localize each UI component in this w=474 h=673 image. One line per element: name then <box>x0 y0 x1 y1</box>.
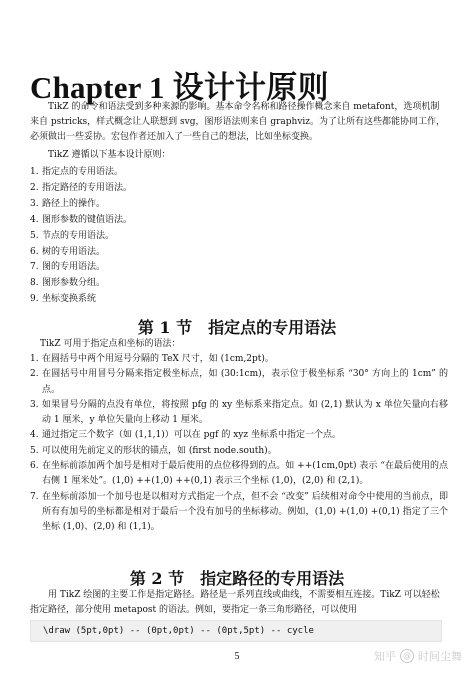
list-item-number: 9. <box>30 294 39 305</box>
list-item-text: 通过指定三个数字（如 (1,1,1)）可以在 pgf 的 xyz 坐标系中指定一个点。 <box>42 430 341 441</box>
list-item-text: 路径上的操作。 <box>42 198 106 209</box>
list-item <box>30 398 448 429</box>
list-item <box>30 444 448 459</box>
list-item-number: 4. <box>30 430 39 441</box>
list-item <box>30 213 448 229</box>
list-item <box>30 367 448 398</box>
list-item <box>30 197 448 213</box>
watermark-prefix: 知乎 <box>374 650 396 663</box>
at-icon: @ <box>400 649 414 663</box>
list-item-number: 6. <box>30 461 39 472</box>
section-2-heading: 第 2 节 指定路径的专用语法 <box>129 569 345 588</box>
list-item-text: 如果冒号分隔的点没有单位，将按照 pfg 的 xy 坐标系来指定点。如 (2,1) 默认为 x 单位矢量向右移动 1 厘米，y 单位矢量向上移动 1 厘米。 <box>42 399 448 426</box>
list-item <box>30 181 448 197</box>
list-item-text: 在坐标前添加两个加号是相对于最后使用的点位移得到的点。如 ++(1cm,0pt) 表示 “在最后使用的点右侧 1 厘米处”。(1,0) ++(1,0) ++(0,1) 表示三个坐标 (1,0)，(2,0) 和 (2,1)。 <box>42 461 448 487</box>
list-item-text: 图形参数的键值语法。 <box>42 214 133 225</box>
list-item-number: 8. <box>30 278 39 289</box>
list-item-number: 2. <box>30 369 39 380</box>
section-1-intro: TikZ 可用于指定点和坐标的语法： <box>40 339 181 349</box>
list-item <box>30 276 448 292</box>
list-item <box>30 459 448 490</box>
list-item-number: 4. <box>30 214 39 225</box>
list-item <box>30 292 448 308</box>
section-1-heading: 第 1 节 指定点的专用语法 <box>137 318 337 337</box>
list-item-number: 2. <box>30 182 39 193</box>
list-item-number: 7. <box>30 262 39 273</box>
intro-paragraph: TikZ 的命令和语法受到多种来源的影响。基本命令名称和路径操作概念来自 metafont，选项机制来自 pstricks，样式概念让人联想到 svg，图形语法则来自 graphviz。为了让所有这些都能协同工作，必须做出一些妥协。宏包作者还加入了一些自己的想法，比如坐标变换。 <box>30 102 446 142</box>
list-item <box>30 260 448 276</box>
page-number: 5 <box>234 651 240 662</box>
section-2-paragraph: 用 TikZ 绘图的主要工作是指定路径。路径是一系列直线或曲线，不需要相互连接。TikZ 可以轻松指定路径，部分使用 metapost 的语法。例如，要指定一条三角形路径，可以使用 <box>30 590 440 615</box>
section-1-list <box>30 352 448 536</box>
list-item-text: 坐标变换系统 <box>42 294 97 305</box>
list-item-number: 7. <box>30 491 39 502</box>
list-item <box>30 245 448 261</box>
list-item-number: 3. <box>30 198 39 209</box>
list-item-text: 节点的专用语法。 <box>42 230 115 241</box>
list-item-number: 5. <box>30 445 39 456</box>
list-item-text: 图的专用语法。 <box>42 262 106 273</box>
watermark-author: 时间尘舞 <box>418 650 462 663</box>
list-item <box>30 165 448 181</box>
principles-intro: TikZ 遵循以下基本设计原则： <box>48 150 171 160</box>
list-item-text: 可以使用先前定义的形状的锚点，如 (first node.south)。 <box>42 445 277 456</box>
list-item-number: 3. <box>30 399 39 410</box>
list-item-number: 6. <box>30 246 39 257</box>
list-item-number: 5. <box>30 230 39 241</box>
list-item-number: 1. <box>30 167 39 177</box>
list-item-text: 图形参数分组。 <box>42 278 106 289</box>
watermark <box>374 648 462 664</box>
list-item-number: 1. <box>30 354 39 364</box>
list-item-text: 指定点的专用语法。 <box>42 167 124 177</box>
list-item <box>30 490 448 536</box>
code-block: \draw (5pt,0pt) -- (0pt,0pt) -- (0pt,5pt) -- cycle <box>30 620 442 642</box>
list-item <box>30 352 448 367</box>
list-item <box>30 229 448 245</box>
list-item-text: 指定路径的专用语法。 <box>42 182 133 193</box>
list-item-text: 在坐标前添加一个加号也是以相对方式指定一个点，但不会 “改变” 后续相对命令中使用的当前点，即所有有加号的坐标都是相对于最后一个没有加号的坐标移动。例如，(1,0) +(1,0) +(0,1) 指定了三个坐标 (1,0)、(2,0) 和 (1,1)。 <box>42 491 448 533</box>
list-item-text: 在圆括号中两个用逗号分隔的 TeX 尺寸，如 (1cm,2pt)。 <box>42 354 274 364</box>
list-item-text: 树的专用语法。 <box>42 246 106 257</box>
chapter-title: Chapter 1 设计计原则 <box>30 70 329 105</box>
list-item <box>30 428 448 443</box>
principles-list <box>30 165 448 308</box>
list-item-text: 在圆括号中用冒号分隔来指定极坐标点，如 (30:1cm)，表示位于极坐标系 “30° 方向上的 1cm” 的点。 <box>42 369 448 395</box>
